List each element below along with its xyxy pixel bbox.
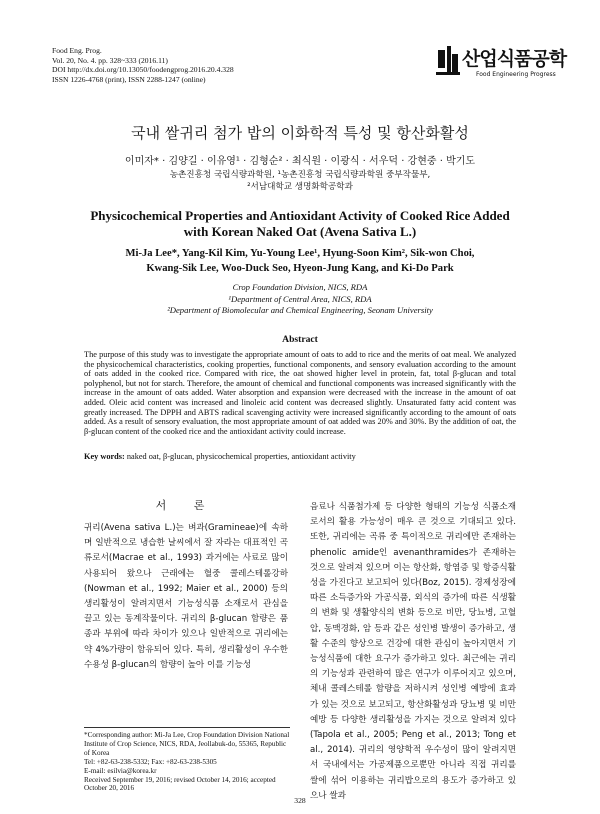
body-column-right: 음료나 식품첨가제 등 다양한 형태의 기능성 식품소재로서의 활용 가능성이 매우 큰 것으로 기대되고 있다. 또한, 귀리에는 곡류 중 특이적으로 귀리에만 존재하는 phenolic amide인 avenanthramides가 존재하는 것으로 알려져 있으며 이는 항산화, 항염증 및 항증식활성을 가진다고 보고되어 있다(Boz, 2015). 경제성장에 따른 소득증가와 가공식품, 외식의 증가에 따른 식생활의 변화 및 생활양식의 변화 등으로 비만, 당뇨병, 고혈압, 동맥경화, 암 등과 같은 성인병 발생이 증가하고, 생활 수준의 향상으로 건강에 대한 관심이 높아지면서 기능성식품에 대한 요구가 증가하고 있다. 최근에는 귀리의 기능성과 관련하여 많은 연구가 이루어지고 있으며, 체내 콜레스테롤 함량을 저하시켜 성인병 예방에 효과가 있는 것으로 보고되고, 항산화활성과 당뇨병 및 비만 예방 등 다양한 생리활성을 가지는 것으로 알려져 있다(Tapola et al., 2005; Peng et al., 2013; Tong et al., 2014). 귀리의 영양학적 우수성이 많이 알려지면서 국내에서는 가공제품으로뿐만 아니라 직접 귀리를 쌀에 섞어 이용하는 귀리밥으로의 용도가 증가하고 있으나 쌀과: [310, 502, 516, 801]
logo-mark-icon: [436, 46, 460, 76]
english-affiliation-3: ²Department of Biomolecular and Chemical Engineering, Seonam University: [167, 305, 433, 315]
english-affiliation-1: Crop Foundation Division, NICS, RDA: [232, 282, 368, 292]
korean-title: 국내 쌀귀리 첨가 밥의 이화학적 특성 및 항산화활성: [131, 124, 469, 142]
abstract-body: The purpose of this study was to investigate the appropriate amount of oats to add to rice and the merits of oat meal. We analyzed the physicochemical characteristics, cooking properties, functional components, and sensory evaluation according to the amount of oats added in the cooked rice. Compared with rice, the oat showed higher level in protein, fat, total β-glucan and total polyphenol, but not for starch. Therefore, the amount of chemical and functional components was increased significantly with the increase in the amount of oats added. Water absorption and expansion were decreased with the increase in the amount of oat added. Oleic acid content was increased and linoleic acid content was decreased slightly. Unsaturated fatty acid content was greatly increased. The DPPH and ABTS radical scavenging activity were increased significantly according to the amount of oats added. As a result of sensory evaluation, the most appropriate amount of oat added was 20% and 30%. By the addition of oat, the β-glucan content of the cooked rice and the antioxidant activity could increase.: [84, 350, 516, 436]
footnote-email: E-mail: esilvia@korea.kr: [84, 766, 157, 775]
english-title-line-1: Physicochemical Properties and Antioxidant Activity of Cooked Rice Added: [90, 208, 510, 223]
page-number: 328: [294, 796, 306, 805]
korean-affiliation-1: 농촌진흥청 국립식량과학원, ¹농촌진흥청 국립식량과학원 중부작물부,: [169, 170, 431, 180]
journal-doi: DOI http://dx.doi.org/10.13050/foodengprog.2016.20.4.328: [52, 65, 234, 75]
footnote-dates: Received September 19, 2016; revised October 14, 2016; accepted October 20, 2016: [84, 775, 276, 793]
logo-english-title: Food Engineering Progress: [476, 71, 556, 78]
korean-authors: 이미자* · 김양길 · 이유영¹ · 김형순² · 최식원 · 이광식 · 서우덕 · 강현중 · 박기도: [124, 156, 476, 167]
journal-issn: ISSN 1226-4768 (print), ISSN 2288-1247 (online): [52, 74, 206, 84]
keywords: [84, 452, 516, 461]
footnote-phone-fax: Tel: +82-63-238-5332; Fax: +82-63-238-5305: [84, 757, 217, 766]
journal-meta: [52, 46, 234, 84]
english-affiliation-2: ¹Department of Central Area, NICS, RDA: [228, 294, 372, 304]
section-heading-introduction: 서 론: [155, 499, 217, 512]
abstract-heading: Abstract: [282, 334, 318, 345]
journal-logo: [436, 44, 567, 88]
english-authors-line-2: Kwang-Sik Lee, Woo-Duck Seo, Hyeon-Jung Kang, and Ki-Do Park: [146, 263, 454, 274]
footnote: [84, 731, 290, 793]
body-column-left: 귀리(Avena sativa L.)는 벼과(Gramineae)에 속하며 일반적으로 냉습한 날씨에서 잘 자라는 대표적인 곡류로서(Macrae et al., 1993) 과거에는 사료로 많이 사용되어 왔으나 근래에는 혈중 콜레스테롤강하(Nowman et al., 1992; Maier et al., 2000) 등의 생리활성이 알려지면서 기능성식품 소재로서 관심을 끌고 있는 동계작물이다. 귀리의 β-glucan 함량은 품종과 부위에 따라 차이가 있으나 일반적으로 귀리에는 약 4%가량이 함유되어 있다. 특히, 생리활성이 우수한 수용성 β-glucan의 함량이 높아 이를 기능성: [84, 523, 288, 670]
english-authors-line-1: Mi-Ja Lee*, Yang-Kil Kim, Yu-Young Lee¹, Hyung-Soon Kim², Sik-won Choi,: [125, 248, 475, 259]
journal-name: Food Eng. Prog.: [52, 46, 102, 55]
korean-affiliation-2: ²서남대학교 생명화학공학과: [247, 182, 353, 192]
journal-volume: Vol. 20, No. 4. pp. 328~333 (2016.11): [52, 55, 168, 65]
english-title-line-2: with Korean Naked Oat (Avena Sativa L.): [183, 224, 417, 239]
keywords-list: naked oat, β-glucan, physicochemical properties, antioxidant activity: [126, 452, 356, 461]
keywords-label: Key words:: [84, 452, 125, 461]
logo-korean-title: 산업식품공학: [462, 48, 567, 70]
footnote-corresponding-author: *Corresponding author: Mi-Ja Lee, Crop Foundation Division National Institute of Crop Science, NICS, RDA, Jeollabuk-do, 55365, Republic of Korea: [84, 731, 290, 757]
footnote-divider: [84, 727, 290, 728]
